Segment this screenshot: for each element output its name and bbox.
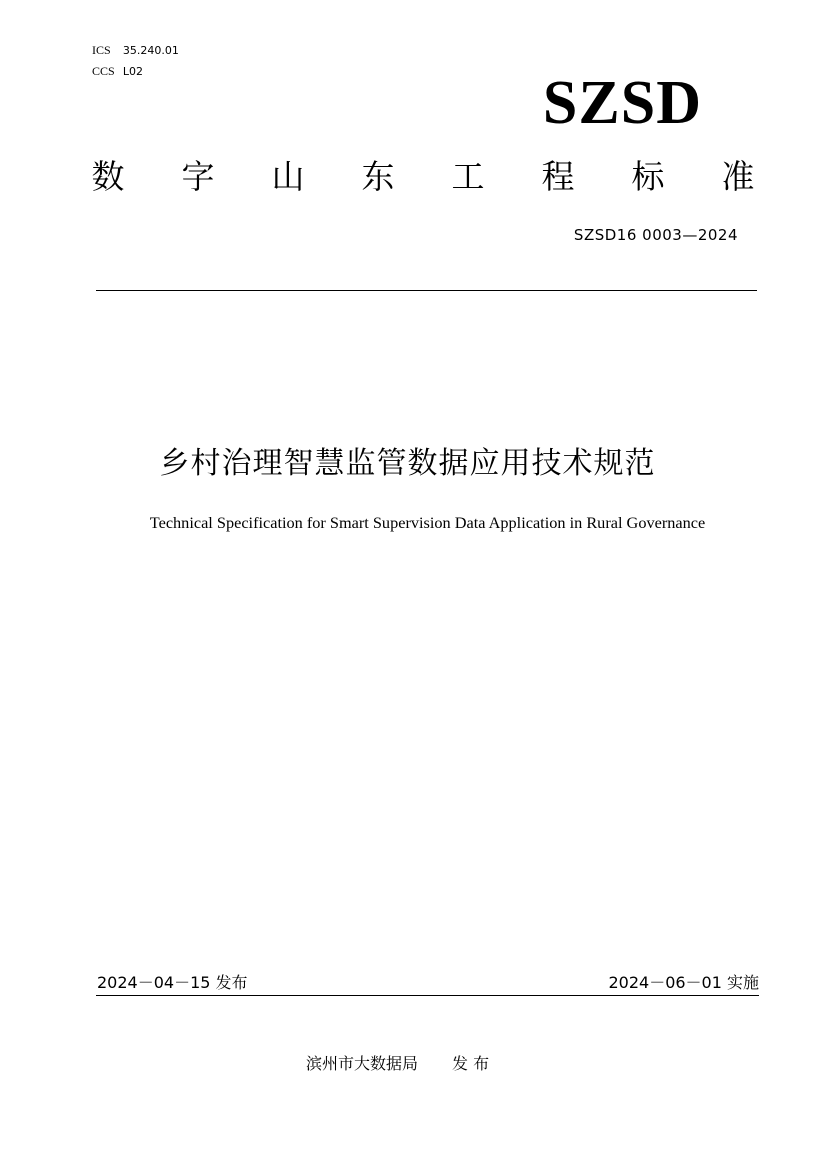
standard-type-char: 字: [181, 157, 215, 196]
top-divider: [96, 290, 757, 291]
issuer-action: 发 布: [452, 1054, 490, 1073]
standard-type-char: 山: [271, 157, 305, 196]
standard-type-char: 标: [631, 157, 665, 196]
classification-codes: [92, 40, 179, 82]
standard-type-char: 工: [451, 157, 485, 196]
ccs-value: L02: [122, 65, 143, 78]
ccs-row: [92, 61, 179, 82]
standard-type-char: 准: [721, 157, 755, 196]
ics-value: 35.240.01: [122, 44, 179, 57]
bottom-divider: [96, 995, 759, 996]
standard-number: SZSD16 0003—2024: [573, 226, 738, 244]
document-title-en: Technical Specification for Smart Supervision Data Application in Rural Governance: [149, 513, 706, 532]
ics-label: ICS: [92, 43, 111, 57]
issuer-name: 滨州市大数据局: [306, 1054, 419, 1073]
document-title-cn: 乡村治理智慧监管数据应用技术规范: [159, 446, 656, 481]
standard-type-heading: [88, 153, 758, 201]
standard-type-char: 数: [91, 157, 125, 196]
release-date: 2024－04－15 发布: [97, 973, 248, 992]
standard-type-char: 程: [541, 157, 575, 196]
ccs-label: CCS: [92, 64, 115, 78]
implementation-date: 2024－06－01 实施: [608, 973, 759, 992]
issuer-line: [306, 1052, 489, 1076]
standard-logo: SZSD: [542, 69, 702, 137]
standard-type-char: 东: [361, 157, 395, 196]
ics-row: [92, 40, 179, 61]
